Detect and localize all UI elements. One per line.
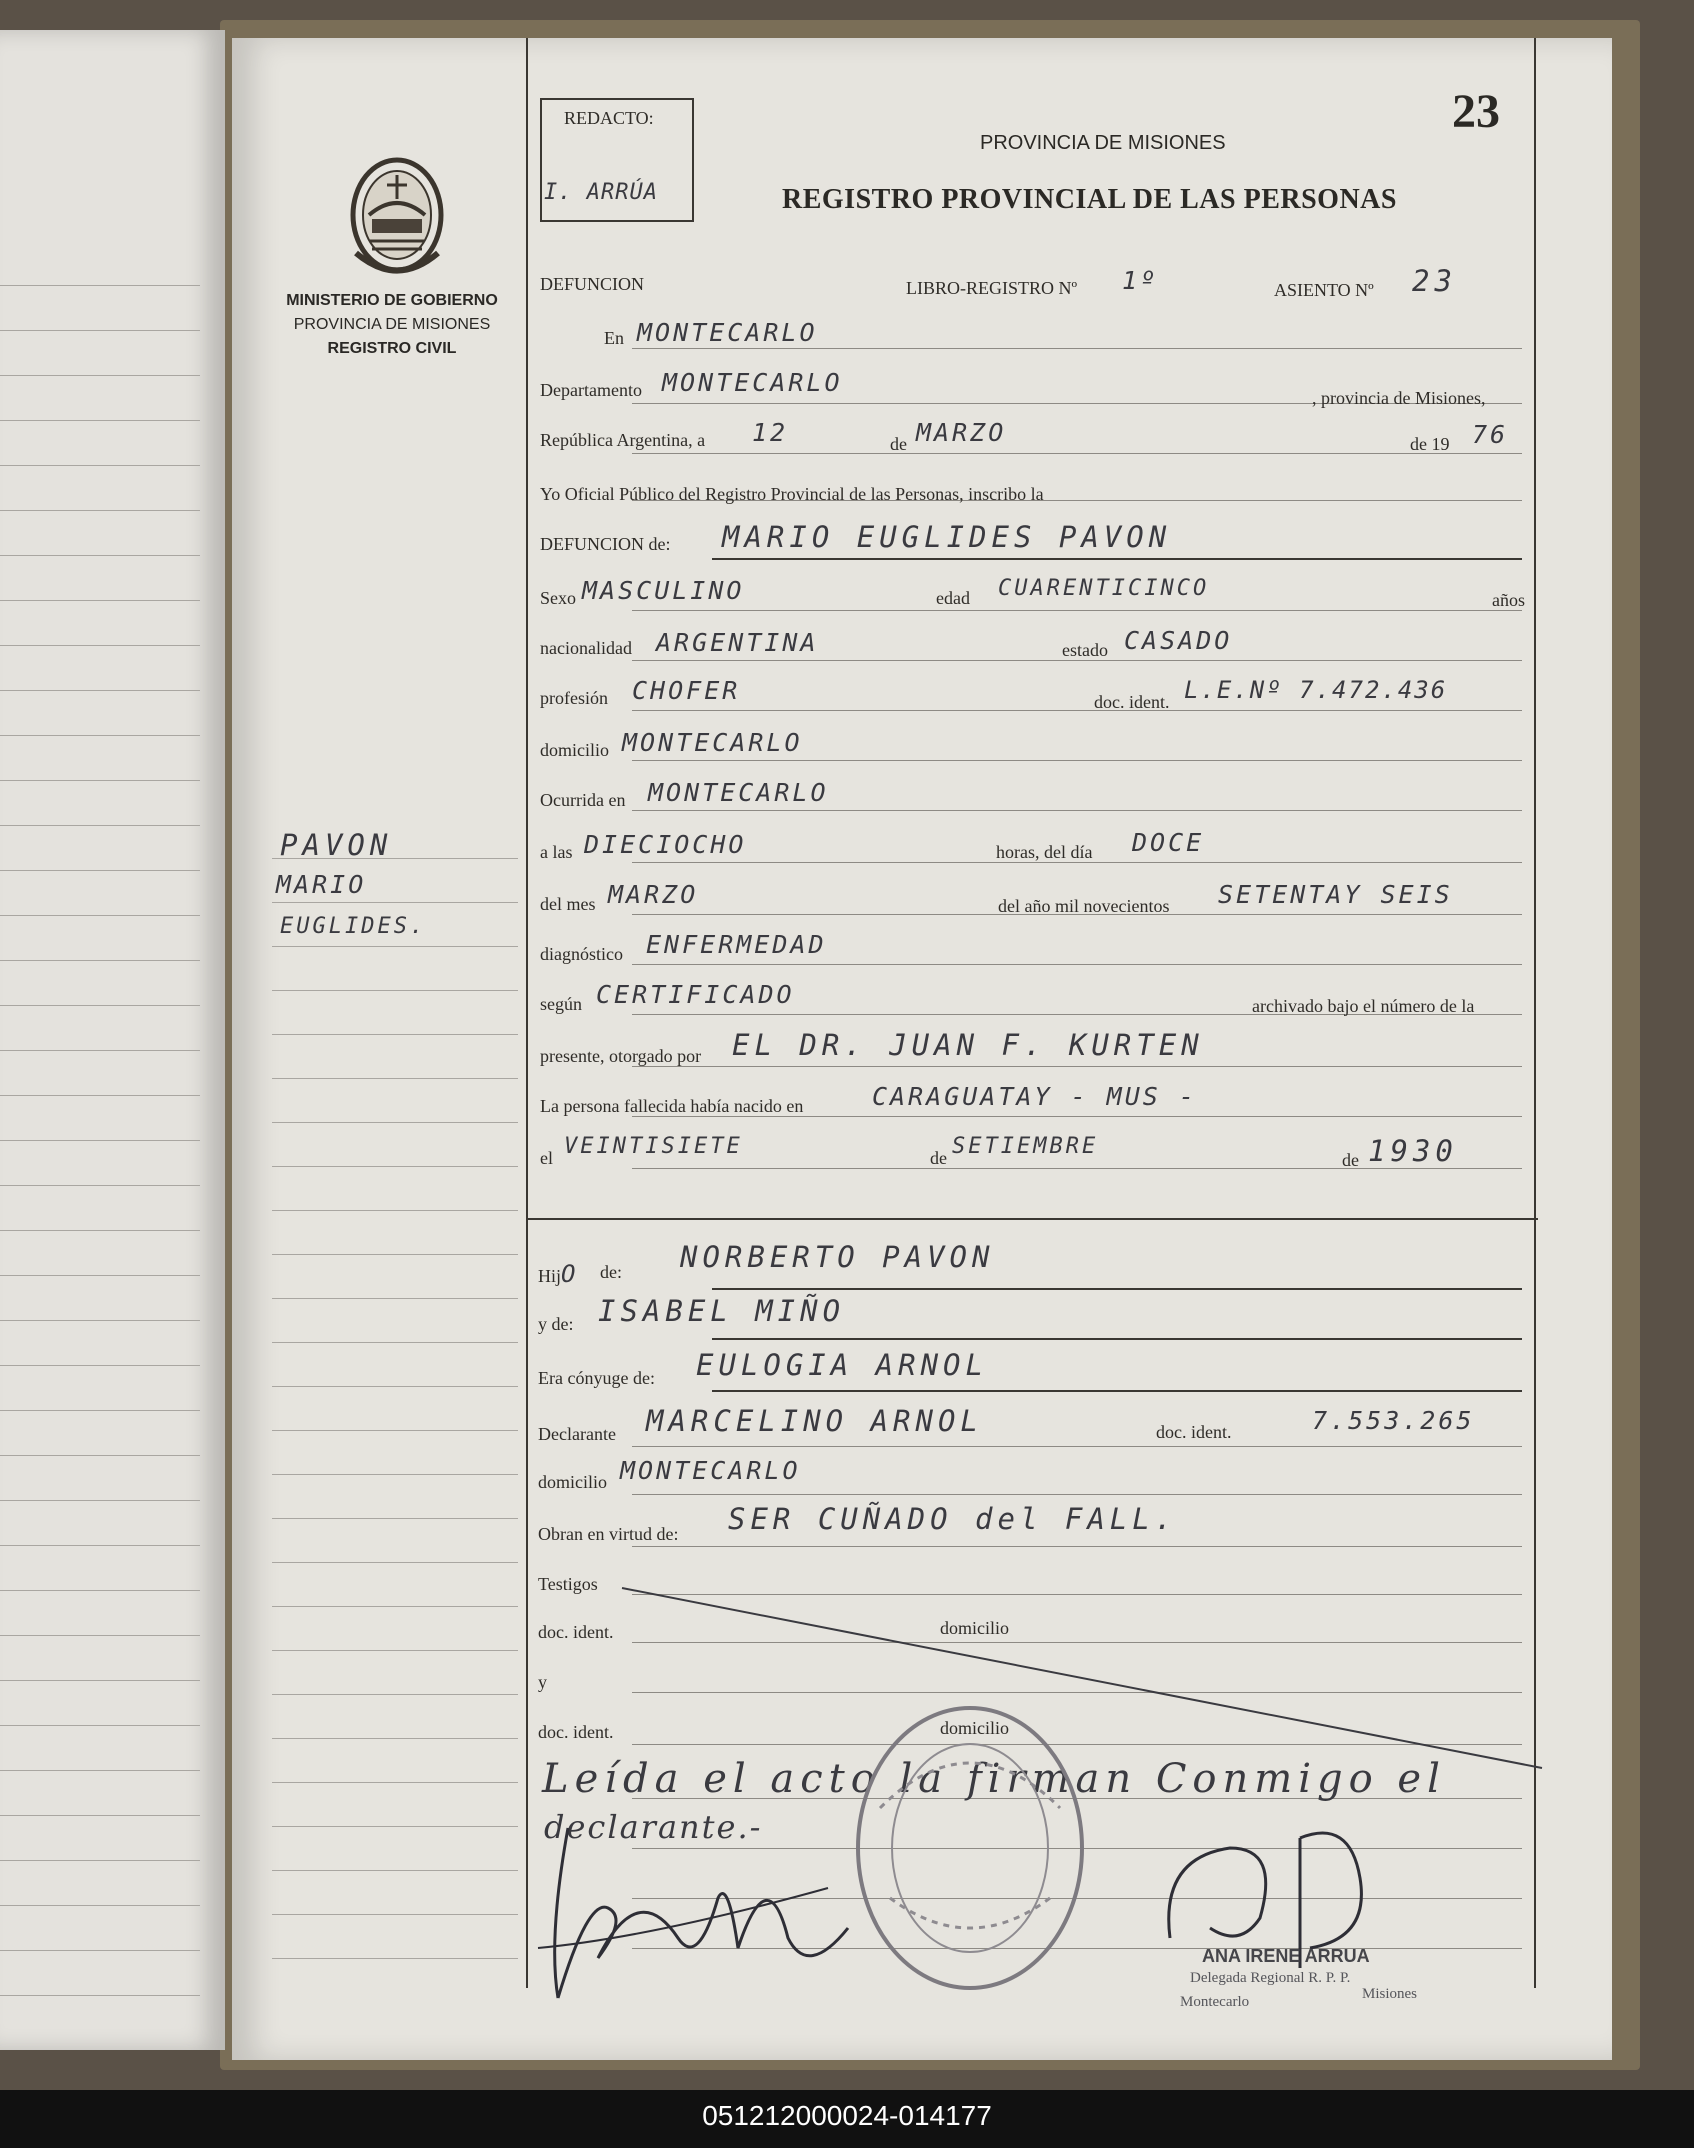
departamento-value: MONTECARLO <box>662 368 843 397</box>
decl-doc-value: 7.553.265 <box>1312 1406 1475 1435</box>
margin-ruled-line <box>272 1474 518 1475</box>
declarante-value: MARCELINO ARNOL <box>646 1404 983 1438</box>
dia-value: 12 <box>752 418 789 447</box>
closing-line2: declarante.- <box>544 1808 763 1846</box>
departamento-label: Departamento <box>540 380 642 400</box>
hora-value: DIECIOCHO <box>584 830 747 859</box>
hijo-label <box>538 1260 578 1288</box>
libro-value: 1º <box>1122 266 1159 295</box>
ruled-line <box>0 1770 200 1771</box>
officer-place2: Misiones <box>1362 1986 1418 2002</box>
ruled-line <box>0 1860 200 1861</box>
padre-de-label: de: <box>600 1262 622 1282</box>
a-las-label: a las <box>540 842 573 862</box>
ruled-line <box>0 1725 200 1726</box>
horas-dia-label: horas, del día <box>996 842 1093 862</box>
ruled-line <box>0 555 200 556</box>
ruled-line <box>0 420 200 421</box>
ruled-line <box>0 1410 200 1411</box>
decl-domicilio-value: MONTECARLO <box>620 1456 801 1485</box>
margin-ruled-line <box>272 1518 518 1519</box>
form-field-line <box>632 964 1522 965</box>
segun-value: CERTIFICADO <box>596 980 795 1009</box>
edad-value: CUARENTICINCO <box>998 576 1210 601</box>
del-mes-label: del mes <box>540 894 596 914</box>
margin-ruled-line <box>272 1254 518 1255</box>
margin-ruled-line <box>272 1694 518 1695</box>
nac-dia-value: VEINTISIETE <box>564 1134 743 1159</box>
conyuge-value: EULOGIA ARNOL <box>696 1348 988 1382</box>
ruled-line <box>0 1005 200 1006</box>
margin-ruled-line <box>272 1738 518 1739</box>
closing-line1: Leída el acto la firman Conmigo el <box>542 1756 1446 1802</box>
ruled-line <box>0 870 200 871</box>
ruled-line <box>0 735 200 736</box>
ruled-line <box>0 915 200 916</box>
provincia-suffix: , provincia de Misiones, <box>1312 388 1486 408</box>
nac-de-label: de <box>930 1148 947 1168</box>
form-field-line <box>632 810 1522 811</box>
nac-mes-value: SETIEMBRE <box>952 1134 1099 1159</box>
form-field-line <box>632 610 1522 611</box>
y-label: y <box>538 1672 547 1692</box>
margin-ruled-line <box>272 1298 518 1299</box>
margin-ruled-line <box>272 1166 518 1167</box>
testigo-domicilio-label: domicilio <box>940 1618 1009 1638</box>
ruled-line <box>0 1500 200 1501</box>
asiento-label: ASIENTO Nº <box>1274 280 1374 300</box>
ruled-line <box>0 1320 200 1321</box>
padre-value: NORBERTO PAVON <box>680 1240 995 1274</box>
margin-ruled-line <box>272 1826 518 1827</box>
margin-ruled-line <box>272 1342 518 1343</box>
anio-texto-value: SETENTAY SEIS <box>1218 880 1453 909</box>
ruled-line <box>0 1995 200 1996</box>
en-value: MONTECARLO <box>637 318 818 347</box>
domicilio-label: domicilio <box>540 740 609 760</box>
republica-label: República Argentina, a <box>540 430 706 450</box>
scan-id: 051212000024-014177 <box>702 2100 992 2131</box>
margin-note-surname: PAVON <box>280 828 393 862</box>
nac-anio-value: 1930 <box>1368 1134 1458 1168</box>
left-page <box>0 30 225 2050</box>
margin-ruled-line <box>272 1210 518 1211</box>
ruled-line <box>0 1455 200 1456</box>
redacto-label: REDACTO: <box>564 108 654 128</box>
declarant-signature-icon <box>528 1818 908 2018</box>
margin-note-middle: EUGLIDES. <box>280 914 427 939</box>
segun-label: según <box>540 994 582 1014</box>
ministry-line1: MINISTERIO DE GOBIERNO <box>286 292 498 309</box>
form-field-line <box>632 710 1522 711</box>
anio-mil-label: del año mil novecientos <box>998 896 1170 916</box>
ocurrida-value: MONTECARLO <box>648 778 829 807</box>
testigos-label: Testigos <box>538 1574 598 1594</box>
testigo2-doc-label: doc. ident. <box>538 1722 614 1742</box>
redacto-box <box>540 98 694 222</box>
estado-value: CASADO <box>1124 626 1233 655</box>
margin-ruled-line <box>272 1122 518 1123</box>
de-year-label: de 19 <box>1410 434 1450 454</box>
madre-value: ISABEL MIÑO <box>598 1294 846 1328</box>
ruled-line <box>0 285 200 286</box>
form-left-border <box>526 38 528 1988</box>
ruled-line <box>0 1095 200 1096</box>
ruled-line <box>0 1230 200 1231</box>
margin-ruled-line <box>272 1650 518 1651</box>
registry-title: REGISTRO PROVINCIAL DE LAS PERSONAS <box>782 184 1397 215</box>
ruled-line <box>0 1680 200 1681</box>
doc-label: doc. ident. <box>1094 692 1170 712</box>
y-de-label: y de: <box>538 1314 574 1334</box>
ruled-line <box>0 690 200 691</box>
estado-label: estado <box>1062 640 1108 660</box>
margin-ruled-line <box>272 1430 518 1431</box>
form-field-line <box>632 1546 1522 1547</box>
redacto-value: I. ARRÚA <box>544 180 658 205</box>
officer-name: ANA IRENE ARRUA <box>1202 1946 1370 1966</box>
presente-label: presente, otorgado por <box>540 1046 702 1066</box>
form-field-line <box>712 1390 1522 1392</box>
ruled-line <box>0 1140 200 1141</box>
ruled-line <box>0 375 200 376</box>
diagnostico-value: ENFERMEDAD <box>646 930 827 959</box>
form-field-line <box>632 1168 1522 1169</box>
ruled-line <box>0 1050 200 1051</box>
ruled-line <box>0 1905 200 1906</box>
decl-doc-label: doc. ident. <box>1156 1422 1232 1442</box>
de-label: de <box>890 434 907 454</box>
ruled-line <box>0 1590 200 1591</box>
nacido-value: CARAGUATAY - MUS - <box>872 1082 1197 1111</box>
mes2-value: MARZO <box>608 880 699 909</box>
form-field-line <box>712 558 1522 560</box>
ruled-line <box>0 1185 200 1186</box>
margin-ruled-line <box>272 1078 518 1079</box>
ruled-line <box>0 510 200 511</box>
margin-ruled-line <box>272 1386 518 1387</box>
en-label: En <box>604 328 624 348</box>
officer-title: Delegada Regional R. P. P. <box>1190 1970 1351 1986</box>
ruled-line <box>0 1275 200 1276</box>
province-title: PROVINCIA DE MISIONES <box>980 132 1226 154</box>
ruled-line <box>0 1365 200 1366</box>
margin-ruled-line <box>272 1914 518 1915</box>
margin-ruled-line <box>272 1562 518 1563</box>
deceased-name: MARIO EUGLIDES PAVON <box>722 520 1172 554</box>
hijo-label-text: Hij <box>538 1266 562 1286</box>
margin-note-name: MARIO <box>276 870 367 899</box>
section-divider <box>526 1218 1538 1220</box>
form-field-line <box>632 1494 1522 1495</box>
nacido-label: La persona fallecida había nacido en <box>540 1096 804 1116</box>
oficial-text: Yo Oficial Público del Registro Provincial de las Personas, inscribo la <box>540 484 1044 504</box>
dia-texto-value: DOCE <box>1132 828 1205 857</box>
margin-ruled-line <box>272 1606 518 1607</box>
ruled-line <box>0 1815 200 1816</box>
margin-ruled-line <box>272 946 518 947</box>
margin-ruled-line <box>272 1958 518 1959</box>
form-field-line <box>712 1288 1522 1290</box>
nac-de2-label: de <box>1342 1150 1359 1170</box>
ruled-line <box>0 1950 200 1951</box>
defuncion-de-label: DEFUNCION de: <box>540 534 671 554</box>
ruled-line <box>0 960 200 961</box>
ministry-line2: PROVINCIA DE MISIONES <box>293 316 491 333</box>
margin-ruled-line <box>272 1870 518 1871</box>
otorgado-value: EL DR. JUAN F. KURTEN <box>732 1028 1204 1062</box>
anios-label: años <box>1492 590 1525 610</box>
ministry-line3: REGISTRO CIVIL <box>327 340 457 357</box>
form-field-line <box>632 1446 1522 1447</box>
ruled-line <box>0 330 200 331</box>
margin-ruled-line <box>272 902 518 903</box>
year-value: 76 <box>1472 420 1509 449</box>
margin-ruled-line <box>272 1782 518 1783</box>
form-field-line <box>632 760 1522 761</box>
sexo-value: MASCULINO <box>582 576 745 605</box>
decl-domicilio-label: domicilio <box>538 1472 607 1492</box>
conyuge-label: Era cónyuge de: <box>538 1368 655 1388</box>
libro-label: LIBRO-REGISTRO Nº <box>906 278 1078 298</box>
doc-value: L.E.Nº 7.472.436 <box>1184 676 1448 704</box>
page-number: 23 <box>1452 85 1500 138</box>
form-field-line <box>632 1066 1522 1067</box>
nacionalidad-value: ARGENTINA <box>656 628 819 657</box>
ruled-line <box>0 600 200 601</box>
defuncion-label: DEFUNCION <box>540 274 645 294</box>
nacionalidad-label: nacionalidad <box>540 638 632 658</box>
right-page <box>232 38 1612 2060</box>
diagnostico-label: diagnóstico <box>540 944 623 964</box>
form-field-line <box>712 1338 1522 1340</box>
profesion-value: CHOFER <box>632 676 741 705</box>
form-field-line <box>632 453 1522 454</box>
ocurrida-label: Ocurrida en <box>540 790 626 810</box>
edad-label: edad <box>936 588 970 608</box>
ruled-line <box>0 825 200 826</box>
ruled-line <box>0 780 200 781</box>
officer-place1: Montecarlo <box>1180 1994 1250 2010</box>
mes-value: MARZO <box>916 418 1007 447</box>
ruled-line <box>0 1635 200 1636</box>
obran-value: SER CUÑADO del FALL. <box>728 1502 1178 1536</box>
margin-ruled-line <box>272 1034 518 1035</box>
margin-ruled-line <box>272 990 518 991</box>
ruled-line <box>0 465 200 466</box>
sexo-label: Sexo <box>540 588 576 608</box>
asiento-value: 23 <box>1412 264 1457 298</box>
domicilio-value: MONTECARLO <box>622 728 803 757</box>
hijo-suffix: O <box>561 1260 579 1288</box>
testigo2-domicilio-label: domicilio <box>940 1718 1009 1738</box>
el-label: el <box>540 1148 553 1168</box>
ruled-line <box>0 1545 200 1546</box>
declarante-label: Declarante <box>538 1424 616 1444</box>
archivado-label: archivado bajo el número de la <box>1252 996 1475 1016</box>
form-field-line <box>632 348 1522 349</box>
testigo-doc-label: doc. ident. <box>538 1622 614 1642</box>
profesion-label: profesión <box>540 688 608 708</box>
obran-label: Obran en virtud de: <box>538 1524 679 1544</box>
provincial-seal-icon <box>342 153 452 278</box>
ruled-line <box>0 645 200 646</box>
